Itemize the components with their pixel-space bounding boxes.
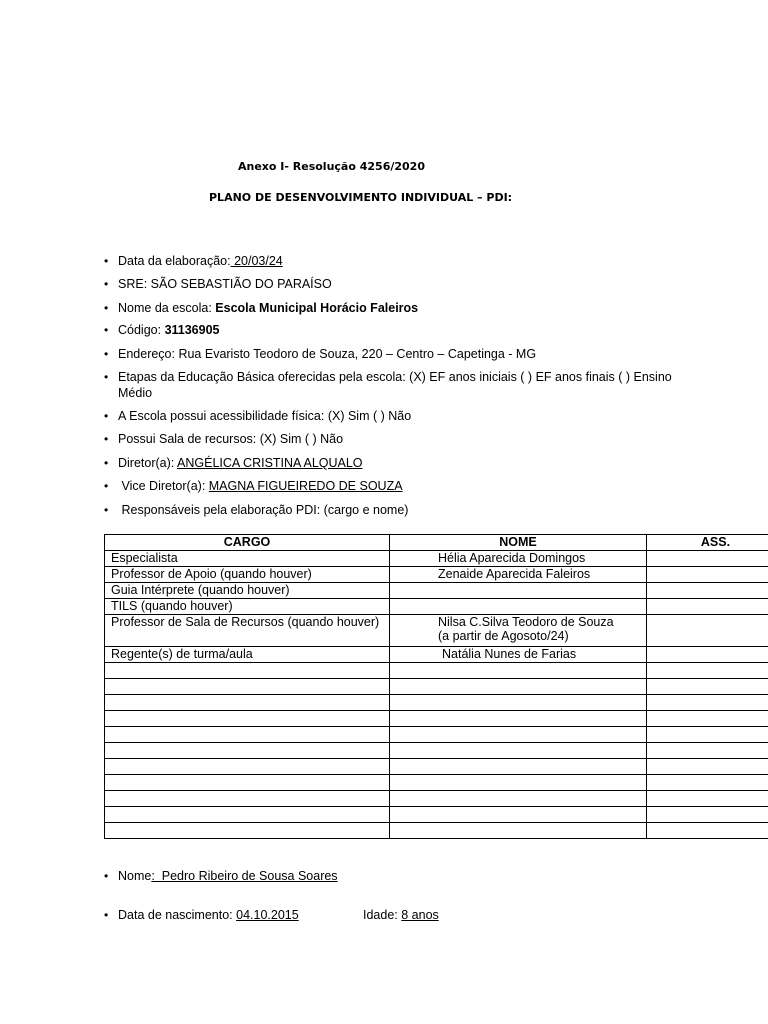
birth-label: Data de nascimento:: [118, 908, 237, 922]
table-row-empty: [105, 695, 768, 711]
table-row-empty: [105, 807, 768, 823]
table-row: [105, 647, 768, 663]
header-cargo: CARGO: [105, 535, 390, 551]
cell-cargo: Guia Intérprete (quando houver): [105, 583, 390, 599]
header-ass: ASS.: [647, 535, 768, 551]
table-row-empty: [105, 679, 768, 695]
table-row: [105, 615, 768, 647]
vice-value: MAGNA FIGUEIREDO DE SOUZA: [208, 479, 403, 493]
student-name-label: Nome: [118, 869, 152, 883]
bullet-dot: •: [104, 869, 109, 883]
staff-table: [104, 534, 768, 839]
table-row-empty: [105, 727, 768, 743]
cell-nome: Hélia Aparecida Domingos: [390, 551, 647, 567]
cell-nome: [390, 599, 647, 615]
document-title: PLANO DE DESENVOLVIMENTO INDIVIDUAL – PDI:: [209, 191, 513, 204]
bullet-dot: •: [104, 479, 109, 493]
date-label: Data da elaboração:: [118, 254, 231, 268]
table-row-empty: [105, 823, 768, 839]
age-label: Idade:: [363, 908, 402, 922]
bullet-dot: •: [104, 456, 109, 470]
code-value: 31136905: [164, 323, 220, 337]
school-value: Escola Municipal Horácio Faleiros: [215, 301, 419, 315]
annex-heading: Anexo I- Resolução 4256/2020: [238, 160, 425, 173]
address-text: Endereço: Rua Evaristo Teodoro de Souza, 220 – Centro – Capetinga - MG: [118, 347, 537, 361]
table-row: [105, 599, 768, 615]
cell-ass: [647, 615, 768, 647]
bullet-dot: •: [104, 277, 109, 291]
bullet-dot: •: [104, 301, 109, 315]
cell-nome: [390, 583, 647, 599]
table-row-empty: [105, 663, 768, 679]
bullet-dot: •: [104, 323, 109, 337]
cell-cargo: Professor de Sala de Recursos (quando houver): [105, 615, 390, 647]
cell-cargo: Regente(s) de turma/aula: [105, 647, 390, 663]
table-row-empty: [105, 775, 768, 791]
cell-nome-line1: Nilsa C.Silva Teodoro de Souza: [438, 615, 614, 629]
table-row: [105, 583, 768, 599]
bullet-dot: •: [104, 409, 109, 423]
cell-ass: [647, 599, 768, 615]
cell-cargo: Professor de Apoio (quando houver): [105, 567, 390, 583]
vice-label: Vice Diretor(a):: [118, 479, 209, 493]
resource-room-text: Possui Sala de recursos: (X) Sim ( ) Não: [118, 432, 344, 446]
accessibility-text: A Escola possui acessibilidade física: (X) Sim ( ) Não: [118, 409, 412, 423]
stages-line1: Etapas da Educação Básica oferecidas pela escola: (X) EF anos iniciais ( ) EF anos finais ( ) Ensino: [118, 370, 672, 384]
table-row-empty: [105, 759, 768, 775]
cell-ass: [647, 647, 768, 663]
cell-nome-line2: (a partir de Agosoto/24): [438, 629, 569, 643]
code-label: Código:: [118, 323, 165, 337]
table-row-empty: [105, 791, 768, 807]
bullet-dot: •: [104, 908, 109, 922]
director-label: Diretor(a):: [118, 456, 178, 470]
bullet-dot: •: [104, 432, 109, 446]
birth-value: 04.10.2015: [236, 908, 299, 922]
header-nome: NOME: [390, 535, 647, 551]
bullet-dot: •: [104, 347, 109, 361]
age-field: [363, 908, 439, 923]
cell-ass: [647, 551, 768, 567]
table-header-row: [105, 535, 768, 551]
table-row: [105, 567, 768, 583]
cell-ass: [647, 583, 768, 599]
table-row: [105, 551, 768, 567]
table-row-empty: [105, 743, 768, 759]
student-name-value: : Pedro Ribeiro de Sousa Soares: [151, 869, 338, 883]
bullet-dot: •: [104, 370, 109, 384]
cell-nome-multiline: [390, 615, 647, 647]
sre-text: SRE: SÃO SEBASTIÃO DO PARAÍSO: [118, 277, 332, 291]
bullet-dot: •: [104, 503, 109, 517]
responsible-text: Responsáveis pela elaboração PDI: (cargo e nome): [118, 503, 409, 517]
cell-nome: Zenaide Aparecida Faleiros: [390, 567, 647, 583]
bullet-dot: •: [104, 254, 109, 268]
age-value: 8 anos: [401, 908, 439, 922]
school-label: Nome da escola:: [118, 301, 216, 315]
date-value: 20/03/24: [230, 254, 283, 268]
cell-cargo: TILS (quando houver): [105, 599, 390, 615]
cell-nome: Natália Nunes de Farias: [390, 647, 647, 663]
cell-cargo: Especialista: [105, 551, 390, 567]
director-value: ANGÉLICA CRISTINA ALQUALO: [177, 456, 363, 470]
stages-line2: Médio: [118, 386, 153, 400]
cell-ass: [647, 567, 768, 583]
table-row-empty: [105, 711, 768, 727]
